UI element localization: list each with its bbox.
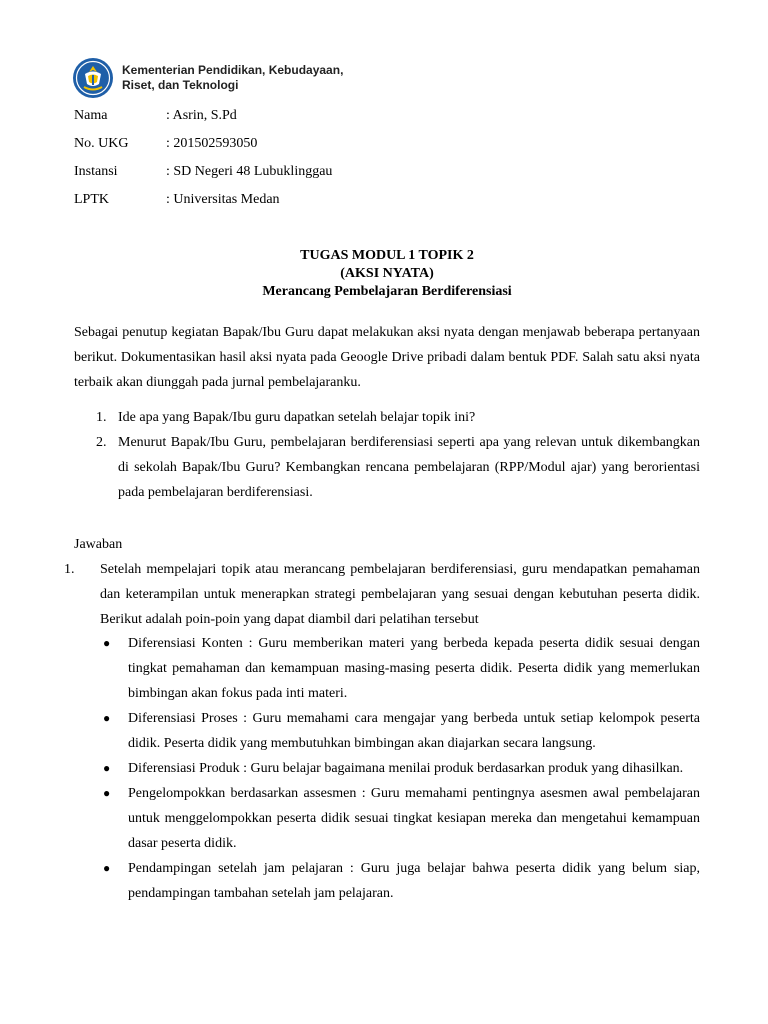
bullet-icon: ● (103, 861, 111, 875)
intro-paragraph: Sebagai penutup kegiatan Bapak/Ibu Guru dapat melakukan aksi nyata dengan menjawab beberapa pertanyaan berikut. Dokumentasikan hasil aksi nyata pada Geoogle Drive pribadi dalam bentuk PDF. Salah satu aksi nyata terbaik akan diunggah pada jurnal pembelajaranku. (74, 325, 700, 390)
bullet-icon: ● (103, 786, 111, 800)
identity-value: : Asrin, S.Pd (166, 108, 237, 123)
identity-row-lptk (74, 190, 332, 218)
identity-value: : Universitas Medan (166, 192, 280, 207)
bullet-item (100, 756, 700, 781)
bullet-item (100, 781, 700, 856)
list-item (74, 430, 700, 505)
bullet-item (100, 856, 700, 906)
bullet-text: Pengelompokkan berdasarkan assesmen : Guru memahami pentingnya asesmen awal pembelajaran untuk menggelompokkan peserta didik sesuai tingkat kesiapan mereka dan mengetahui kemampuan dasar peserta didik. (128, 786, 700, 851)
bullet-item (100, 631, 700, 706)
answer-text: Setelah mempelajari topik atau merancang pembelajaran berdiferensiasi, guru mendapatkan pemahaman dan keterampilan untuk menerapkan strategi pembelajaran yang sesuai dengan kebutuhan peserta didik. Berikut adalah poin-poin yang dapat diambil dari pelatihan tersebut (100, 562, 700, 627)
list-number: 1. (96, 410, 107, 425)
question-text: Ide apa yang Bapak/Ibu guru dapatkan setelah belajar topik ini? (118, 410, 476, 425)
title-line-3: Merancang Pembelajaran Berdiferensiasi (262, 284, 512, 299)
ministry-line-2: Riset, dan Teknologi (122, 78, 239, 92)
ministry-name (122, 63, 343, 93)
bullet-text: Diferensiasi Konten : Guru memberikan materi yang berbeda kepada peserta didik sesuai dengan tingkat pemahaman dan kemampuan masing-masing peserta didik. Peserta didik yang memerlukan bimbingan akan fokus pada inti materi. (128, 636, 700, 701)
identity-label: Instansi (74, 164, 118, 179)
identity-label: No. UKG (74, 136, 129, 151)
identity-row-ukg (74, 134, 332, 162)
identity-label: Nama (74, 108, 108, 123)
bullet-item (100, 706, 700, 756)
document-title (74, 247, 700, 301)
question-list (74, 405, 700, 505)
identity-block (74, 106, 332, 218)
list-number: 1. (64, 562, 75, 577)
ministry-header (72, 57, 343, 99)
bullet-icon: ● (103, 636, 111, 650)
answer-list (62, 557, 700, 632)
title-line-1: TUGAS MODUL 1 TOPIK 2 (300, 248, 474, 263)
identity-row-instansi (74, 162, 332, 190)
bullet-text: Diferensiasi Proses : Guru memahami cara mengajar yang berbeda untuk setiap kelompok peserta didik. Peserta didik yang membutuhkan bimbingan akan diajarkan secara langsung. (128, 711, 700, 751)
tut-wuri-handayani-logo (72, 57, 114, 99)
bullet-icon: ● (103, 711, 111, 725)
list-item (62, 557, 700, 632)
answer-heading: Jawaban (74, 537, 123, 552)
bullet-text: Diferensiasi Produk : Guru belajar bagaimana menilai produk berdasarkan produk yang dihasilkan. (128, 761, 684, 776)
list-number: 2. (96, 435, 107, 450)
title-line-2: (AKSI NYATA) (340, 266, 434, 281)
identity-row-name (74, 106, 332, 134)
identity-label: LPTK (74, 192, 109, 207)
bullet-text: Pendampingan setelah jam pelajaran : Guru juga belajar bahwa peserta didik yang belum siap, pendampingan tambahan setelah jam pelajaran. (128, 861, 700, 901)
bullet-icon: ● (103, 761, 111, 775)
ministry-line-1: Kementerian Pendidikan, Kebudayaan, (122, 63, 344, 77)
identity-value: : 201502593050 (166, 136, 258, 151)
question-text: Menurut Bapak/Ibu Guru, pembelajaran berdiferensiasi seperti apa yang relevan untuk dikembangkan di sekolah Bapak/Ibu Guru? Kembangkan rencana pembelajaran (RPP/Modul ajar) yang berorientasi pada pembelajaran berdiferensiasi. (118, 435, 700, 500)
list-item (74, 405, 700, 430)
bullet-list (100, 631, 700, 906)
identity-value: : SD Negeri 48 Lubuklinggau (166, 164, 333, 179)
